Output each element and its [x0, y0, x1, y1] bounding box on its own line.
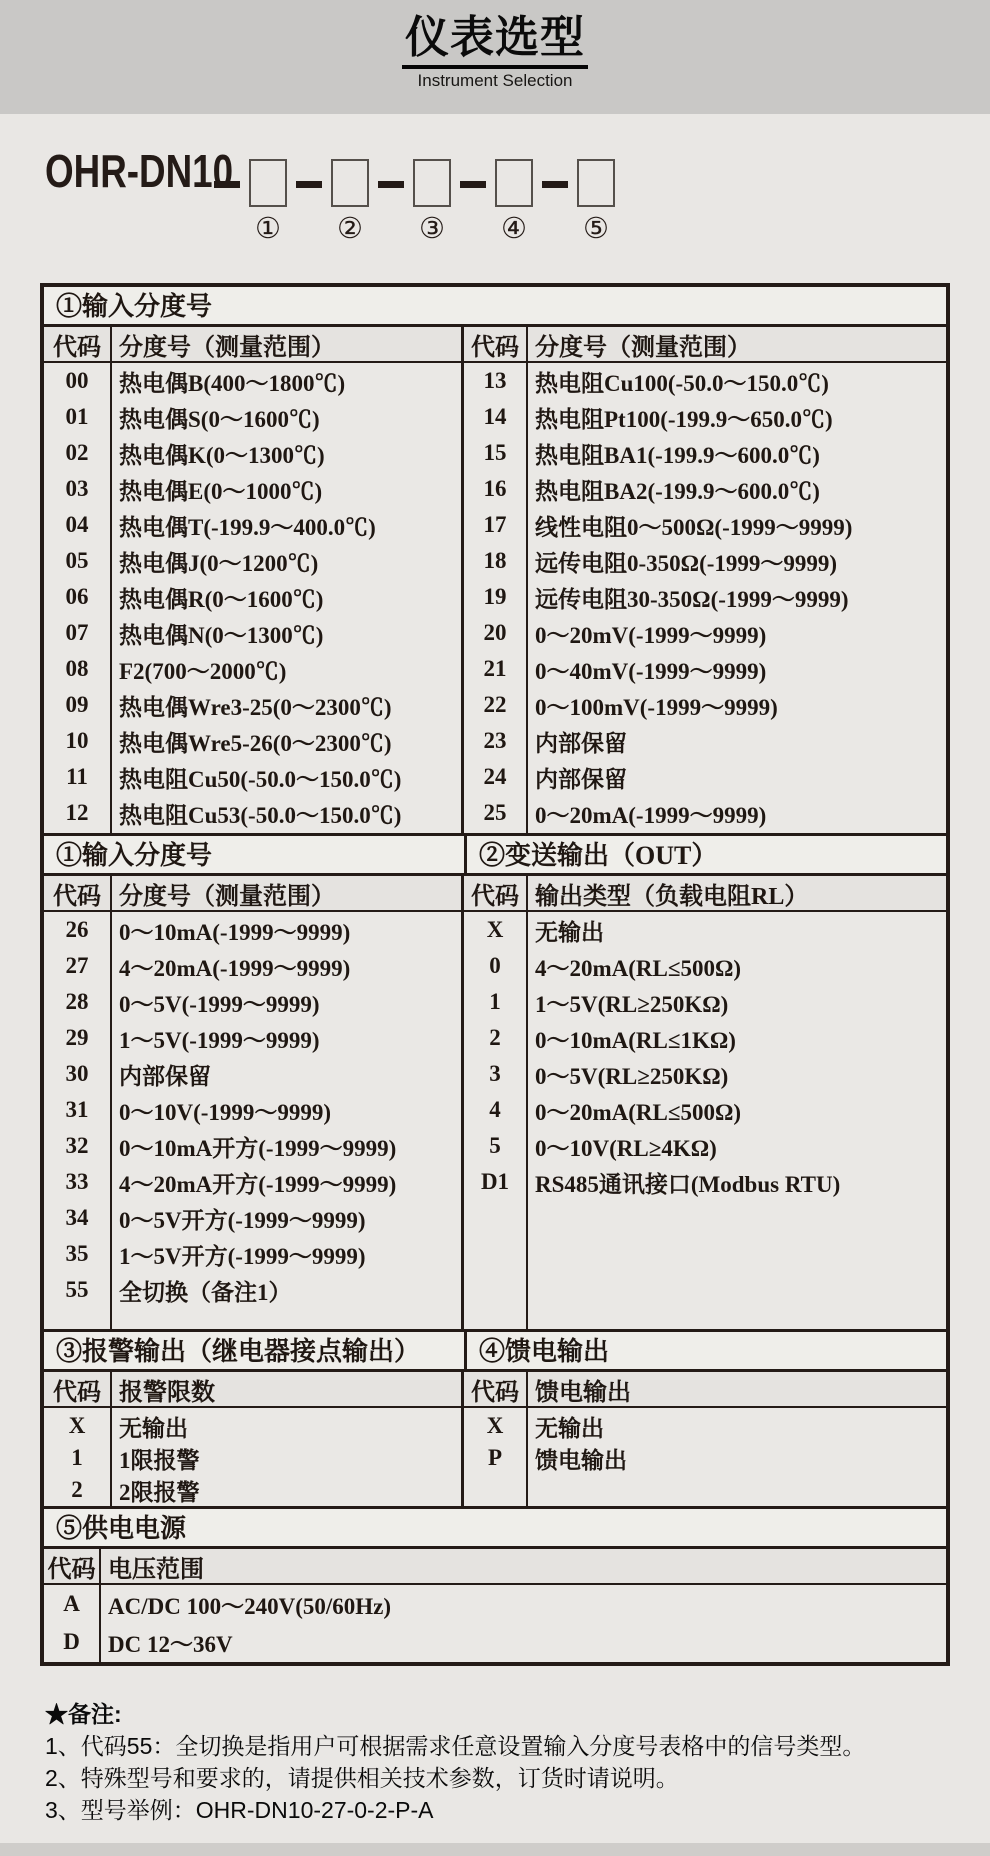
row-code: 26 [65, 917, 89, 942]
s34-left-rows [44, 1408, 461, 1506]
s5-full-half [44, 1549, 946, 1662]
row-code: 24 [483, 764, 507, 789]
section-title-text: ⑤供电电源 [56, 1514, 187, 1543]
row-code: P [487, 1445, 503, 1470]
row-desc: 0～40mV(-1999～9999) [535, 658, 767, 684]
row-code: 32 [65, 1133, 89, 1158]
row-code: 1 [71, 1445, 83, 1470]
section-input-graduation-a [44, 287, 946, 833]
column-header-code: 代码 [471, 883, 519, 910]
section-alarm-and-feed-output [44, 1329, 946, 1506]
row-desc: 0～10V(RL≥4KΩ) [535, 1135, 717, 1161]
notes-title: ★备注: [45, 1701, 122, 1727]
s34-left-half [44, 1372, 464, 1506]
model-slot-number: ④ [501, 213, 527, 245]
row-desc: 0～20mA(RL≤500Ω) [535, 1099, 742, 1125]
s2-right-half [464, 876, 946, 1329]
table-row [44, 1092, 461, 1128]
table-row [44, 1442, 461, 1474]
table-row [464, 723, 946, 759]
table-row [44, 1585, 946, 1623]
row-desc: DC 12～36V [108, 1631, 233, 1657]
row-desc: 无输出 [535, 1415, 604, 1441]
column-header-row [44, 1372, 461, 1408]
section-input-graduation-b-and-output [44, 833, 946, 1329]
row-desc: 1～5V开方(-1999～9999) [119, 1243, 366, 1269]
row-code: 33 [65, 1169, 89, 1194]
column-divider [110, 1372, 112, 1506]
table-row [464, 984, 946, 1020]
table-row [464, 1442, 946, 1474]
row-code: 12 [65, 800, 89, 825]
row-desc: 远传电阻30-350Ω(-1999～9999) [535, 586, 849, 612]
row-desc: 热电偶B(400～1800℃) [119, 370, 346, 396]
model-code [45, 137, 615, 244]
footer-strip [0, 1843, 990, 1856]
row-desc: 0～100mV(-1999～9999) [535, 694, 778, 720]
row-code: 29 [65, 1025, 89, 1050]
row-desc: 热电偶Wre3-25(0～2300℃) [119, 694, 392, 720]
dash-separator [378, 181, 404, 188]
page-title: 仪表选型 [402, 12, 588, 69]
header-bar [0, 0, 990, 114]
table-row [44, 363, 461, 399]
table-row [44, 435, 461, 471]
row-desc: 0～10V(-1999～9999) [119, 1099, 332, 1125]
section-title-transmit-output: ②变送输出（OUT） [479, 841, 718, 870]
s1-left-rows [44, 363, 461, 833]
row-desc: 内部保留 [119, 1063, 211, 1089]
row-desc: 热电偶R(0～1600℃) [119, 586, 324, 612]
column-divider [526, 327, 528, 833]
column-divider [99, 1549, 101, 1662]
table-row [464, 543, 946, 579]
row-desc: 2限报警 [119, 1479, 200, 1505]
row-desc: 1限报警 [119, 1447, 200, 1473]
model-slot-box [249, 159, 287, 207]
model-slot-box [331, 159, 369, 207]
row-code: 5 [489, 1133, 501, 1158]
row-desc: 热电阻BA2(-199.9～600.0℃) [535, 478, 820, 504]
model-slot-2 [331, 137, 369, 244]
row-code: 04 [65, 512, 89, 537]
row-code: 4 [489, 1097, 501, 1122]
row-desc: 热电阻Pt100(-199.9～650.0℃) [535, 406, 833, 432]
row-code: 10 [65, 728, 89, 753]
table-row [44, 651, 461, 687]
section-power-supply [44, 1506, 946, 1662]
table-row [44, 1056, 461, 1092]
section-title [44, 1332, 946, 1372]
column-header-row [44, 876, 461, 912]
table-row [44, 471, 461, 507]
model-slot-number: ⑤ [583, 213, 609, 245]
row-code: 08 [65, 656, 89, 681]
row-desc: 1～5V(-1999～9999) [119, 1027, 320, 1053]
row-desc: 全切换（备注1） [119, 1279, 292, 1305]
section-title-feed-output: ④馈电输出 [479, 1337, 610, 1366]
column-header-desc: 输出类型（负载电阻RL） [535, 883, 809, 910]
table-row [44, 687, 461, 723]
row-code: 0 [489, 953, 501, 978]
row-code: X [486, 917, 504, 942]
row-code: X [68, 1413, 86, 1438]
row-code: 2 [489, 1025, 501, 1050]
model-slot-box [413, 159, 451, 207]
table-row [464, 795, 946, 831]
row-desc: 0～10mA开方(-1999～9999) [119, 1135, 397, 1161]
table-row [464, 759, 946, 795]
dash-separator [460, 181, 486, 188]
column-header-row [44, 327, 461, 363]
table-row [44, 795, 461, 831]
section-title [44, 836, 946, 876]
s2-left-half [44, 876, 464, 1329]
row-desc: 热电阻Cu100(-50.0～150.0℃) [535, 370, 829, 396]
table-row [44, 579, 461, 615]
model-slot-number: ③ [419, 213, 445, 245]
dash-separator [542, 181, 568, 188]
section-title-text: ①输入分度号 [56, 292, 213, 321]
row-desc: 热电偶S(0～1600℃) [119, 406, 320, 432]
table-row [464, 1056, 946, 1092]
table-row [464, 912, 946, 948]
table-row [464, 471, 946, 507]
row-code: 2 [71, 1477, 83, 1502]
row-desc: RS485通讯接口(Modbus RTU) [535, 1171, 841, 1197]
row-desc: 馈电输出 [535, 1447, 627, 1473]
column-header-code: 代码 [53, 1379, 101, 1406]
model-prefix-wrap [45, 137, 234, 207]
column-divider [526, 876, 528, 1329]
model-slot-5 [577, 137, 615, 244]
row-code: 07 [65, 620, 89, 645]
row-code: A [63, 1591, 80, 1616]
model-slot-1 [249, 137, 287, 244]
s1-left-half [44, 327, 464, 833]
column-divider [110, 876, 112, 1329]
row-desc: 4～20mA开方(-1999～9999) [119, 1171, 397, 1197]
row-desc: 4～20mA(RL≤500Ω) [535, 955, 742, 981]
note-line-1: 1、代码55：全切换是指用户可根据需求任意设置输入分度号表格中的信号类型。 [45, 1733, 866, 1759]
row-desc: 0～5V(-1999～9999) [119, 991, 320, 1017]
table-row [44, 1164, 461, 1200]
row-desc: 热电偶T(-199.9～400.0℃) [119, 514, 376, 540]
row-desc: 热电阻BA1(-199.9～600.0℃) [535, 442, 820, 468]
table-row [464, 435, 946, 471]
column-header-code: 代码 [53, 334, 101, 361]
row-code: 27 [65, 953, 89, 978]
row-code: 35 [65, 1241, 89, 1266]
table-row [44, 1410, 461, 1442]
table-row [464, 363, 946, 399]
table-row [44, 948, 461, 984]
table-row [464, 651, 946, 687]
row-code: 11 [66, 764, 88, 789]
s2-right-rows [464, 912, 946, 1329]
table-row [44, 1020, 461, 1056]
column-header-desc: 分度号（测量范围） [535, 334, 751, 361]
s1-right-half [464, 327, 946, 833]
section-title [44, 287, 946, 327]
row-code: 16 [483, 476, 507, 501]
row-desc: 热电偶K(0～1300℃) [119, 442, 325, 468]
table-row [44, 1623, 946, 1661]
row-desc: 线性电阻0～500Ω(-1999～9999) [535, 514, 853, 540]
section-title-alarm-output: ③报警输出（继电器接点输出） [44, 1332, 467, 1369]
table-row [464, 1164, 946, 1200]
table-row [44, 1236, 461, 1272]
row-desc: AC/DC 100～240V(50/60Hz) [108, 1593, 391, 1619]
column-header-desc: 分度号（测量范围） [119, 334, 335, 361]
table-row [44, 399, 461, 435]
row-desc: 热电偶E(0～1000℃) [119, 478, 323, 504]
row-desc: F2(700～2000℃) [119, 658, 287, 684]
row-code: 34 [65, 1205, 89, 1230]
model-prefix: OHR-DN10 [45, 145, 234, 197]
page-subtitle: Instrument Selection [417, 71, 573, 90]
row-desc: 热电阻Cu53(-50.0～150.0℃) [119, 802, 402, 828]
table-row [44, 759, 461, 795]
row-code: D [63, 1629, 80, 1654]
row-desc: 0～20mV(-1999～9999) [535, 622, 767, 648]
row-desc: 无输出 [119, 1415, 188, 1441]
column-header-row [44, 1549, 946, 1585]
table-row [464, 1092, 946, 1128]
table-row [464, 1020, 946, 1056]
row-code: 19 [483, 584, 507, 609]
s5-rows [44, 1585, 946, 1662]
table-row [464, 948, 946, 984]
note-line-3: 3、型号举例：OHR-DN10-27-0-2-P-A [45, 1797, 434, 1823]
column-divider [110, 327, 112, 833]
s34-right-rows [464, 1408, 946, 1506]
row-code: 05 [65, 548, 89, 573]
row-desc: 热电偶N(0～1300℃) [119, 622, 324, 648]
row-desc: 0～5V开方(-1999～9999) [119, 1207, 366, 1233]
column-header-code: 代码 [471, 334, 519, 361]
row-desc: 0～10mA(-1999～9999) [119, 919, 351, 945]
column-header-code: 代码 [471, 1379, 519, 1406]
row-code: 09 [65, 692, 89, 717]
column-header-row [464, 876, 946, 912]
row-desc: 热电偶Wre5-26(0～2300℃) [119, 730, 392, 756]
row-code: D1 [480, 1169, 510, 1194]
row-code: 30 [65, 1061, 89, 1086]
row-code: 22 [483, 692, 507, 717]
row-desc: 内部保留 [535, 766, 627, 792]
table-row [44, 1474, 461, 1506]
notes [45, 1698, 955, 1826]
row-code: 3 [489, 1061, 501, 1086]
row-code: 13 [483, 368, 507, 393]
section-title-input: ①输入分度号 [44, 836, 467, 873]
model-slot-box [577, 159, 615, 207]
row-code: 06 [65, 584, 89, 609]
row-code: 18 [483, 548, 507, 573]
row-code: X [486, 1413, 504, 1438]
row-desc: 热电阻Cu50(-50.0～150.0℃) [119, 766, 402, 792]
row-code: 03 [65, 476, 89, 501]
table-row [44, 984, 461, 1020]
model-slot-3 [413, 137, 451, 244]
column-header-code: 代码 [47, 1556, 96, 1583]
row-code: 17 [483, 512, 507, 537]
row-code: 28 [65, 989, 89, 1014]
row-desc: 热电偶J(0～1200℃) [119, 550, 319, 576]
table-row [44, 615, 461, 651]
row-desc: 远传电阻0-350Ω(-1999～9999) [535, 550, 838, 576]
row-desc: 0～20mA(-1999～9999) [535, 802, 767, 828]
row-code: 00 [65, 368, 89, 393]
table-row [44, 1272, 461, 1308]
column-header-row [464, 327, 946, 363]
s2-left-rows [44, 912, 461, 1329]
row-code: 01 [65, 404, 89, 429]
row-code: 31 [65, 1097, 89, 1122]
column-header-desc: 馈电输出 [535, 1379, 631, 1406]
column-header-desc: 分度号（测量范围） [119, 883, 335, 910]
column-header-row [464, 1372, 946, 1408]
row-code: 21 [483, 656, 507, 681]
table-row [44, 912, 461, 948]
table-row [44, 723, 461, 759]
table-row [44, 507, 461, 543]
row-code: 23 [483, 728, 507, 753]
row-desc: 0～5V(RL≥250KΩ) [535, 1063, 729, 1089]
row-desc: 无输出 [535, 919, 604, 945]
table-row [464, 579, 946, 615]
column-header-desc: 电压范围 [108, 1556, 204, 1583]
table-row [464, 1410, 946, 1442]
selection-table [40, 283, 950, 1666]
table-row [44, 543, 461, 579]
model-slot-4 [495, 137, 533, 244]
table-row [464, 615, 946, 651]
model-slot-number: ② [337, 213, 363, 245]
table-row [464, 399, 946, 435]
model-slot-number: ① [255, 213, 281, 245]
column-header-code: 代码 [53, 883, 101, 910]
table-row [44, 1200, 461, 1236]
row-code: 1 [489, 989, 501, 1014]
row-code: 20 [483, 620, 507, 645]
table-row [44, 1128, 461, 1164]
column-divider [526, 1372, 528, 1506]
note-line-2: 2、特殊型号和要求的，请提供相关技术参数，订货时请说明。 [45, 1765, 679, 1791]
column-header-desc: 报警限数 [119, 1379, 215, 1406]
section-title [44, 1509, 946, 1549]
row-code: 15 [483, 440, 507, 465]
row-desc: 0～10mA(RL≤1KΩ) [535, 1027, 736, 1053]
table-row [464, 687, 946, 723]
row-code: 02 [65, 440, 89, 465]
row-desc: 4～20mA(-1999～9999) [119, 955, 351, 981]
table-row [464, 507, 946, 543]
s1-right-rows [464, 363, 946, 833]
row-code: 25 [483, 800, 507, 825]
row-code: 14 [483, 404, 507, 429]
s34-right-half [464, 1372, 946, 1506]
row-code: 55 [65, 1277, 89, 1302]
row-desc: 1～5V(RL≥250KΩ) [535, 991, 729, 1017]
table-row [464, 1128, 946, 1164]
dash-separator [296, 181, 322, 188]
row-desc: 内部保留 [535, 730, 627, 756]
model-slot-box [495, 159, 533, 207]
